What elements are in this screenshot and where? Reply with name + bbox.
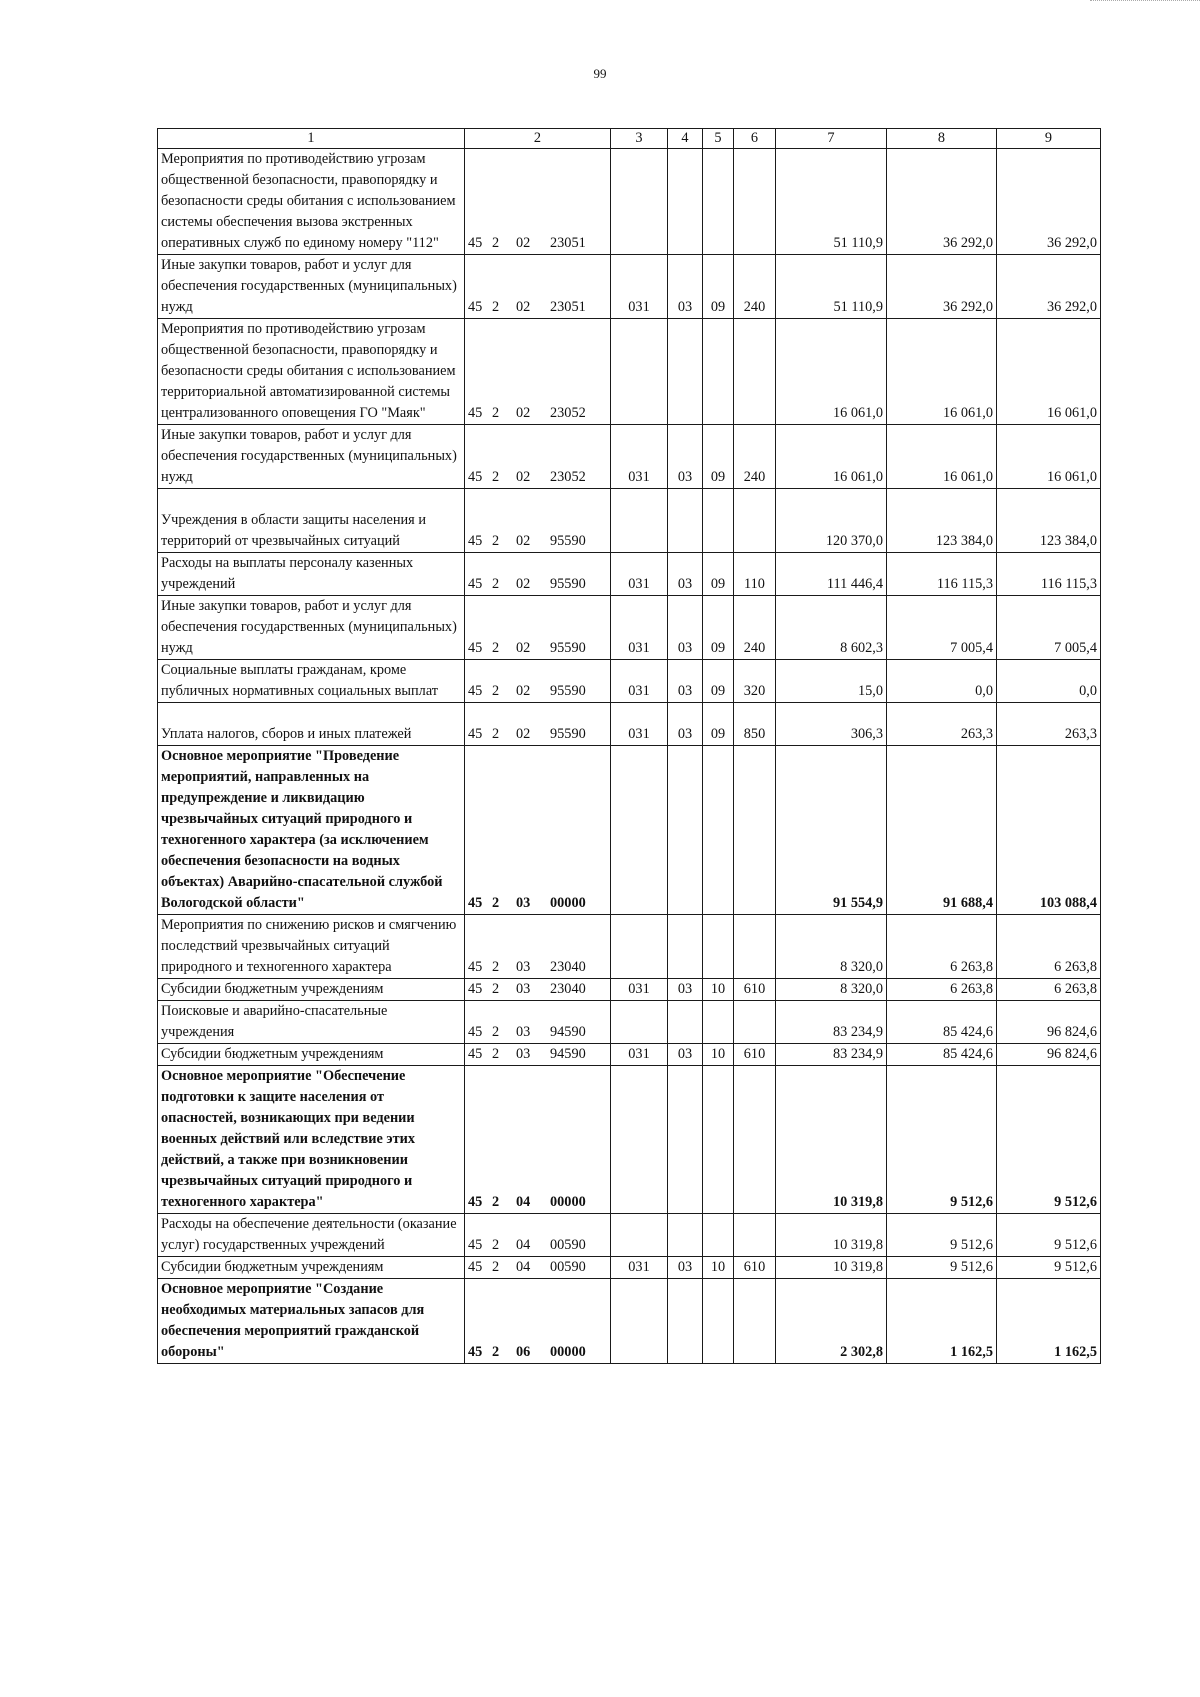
header-cell: 8 xyxy=(887,129,997,149)
code-part-c4: 00000 xyxy=(550,1194,586,1210)
row-code xyxy=(465,1001,611,1044)
code-part-c2: 2 xyxy=(492,299,500,315)
row-name: Мероприятия по противодействию угрозам общественной безопасности, правопорядку и безопасности среды обитания с использованием системы обеспечения вызова экстренных оперативных служб по единому номеру "112" xyxy=(158,149,465,255)
code-part-c4: 00000 xyxy=(550,895,586,911)
code-part-c2: 2 xyxy=(492,981,500,997)
code-part-c4: 23051 xyxy=(550,299,586,315)
code-part-c1: 45 xyxy=(468,959,483,975)
row-col9: 16 061,0 xyxy=(997,319,1101,425)
row-col6 xyxy=(734,915,776,979)
code-part-c4: 95590 xyxy=(550,726,586,742)
code-part-c1: 45 xyxy=(468,1194,483,1210)
row-code xyxy=(465,425,611,489)
code-part-c2: 2 xyxy=(492,533,500,549)
row-col8: 91 688,4 xyxy=(887,746,997,915)
code-part-c3: 02 xyxy=(516,533,531,549)
row-col3 xyxy=(611,746,668,915)
code-part-c1: 45 xyxy=(468,1259,483,1275)
row-col5 xyxy=(703,149,734,255)
row-col5 xyxy=(703,1214,734,1257)
row-col9: 6 263,8 xyxy=(997,915,1101,979)
code-part-c4: 95590 xyxy=(550,640,586,656)
row-col8: 0,0 xyxy=(887,660,997,703)
row-name: Расходы на обеспечение деятельности (оказание услуг) государственных учреждений xyxy=(158,1214,465,1257)
code-part-c2: 2 xyxy=(492,1237,500,1253)
row-code xyxy=(465,1257,611,1279)
row-code xyxy=(465,1066,611,1214)
row-col5: 10 xyxy=(703,979,734,1001)
row-name: Иные закупки товаров, работ и услуг для обеспечения государственных (муниципальных) нужд xyxy=(158,255,465,319)
table-row xyxy=(158,979,1101,1001)
row-col4 xyxy=(668,1001,703,1044)
row-code xyxy=(465,553,611,596)
row-name: Мероприятия по снижению рисков и смягчению последствий чрезвычайных ситуаций природного и техногенного характера xyxy=(158,915,465,979)
row-col5 xyxy=(703,1001,734,1044)
row-col8: 36 292,0 xyxy=(887,149,997,255)
row-col7: 10 319,8 xyxy=(776,1257,887,1279)
row-code xyxy=(465,489,611,553)
code-part-c3: 03 xyxy=(516,981,531,997)
row-col4 xyxy=(668,149,703,255)
row-col8: 1 162,5 xyxy=(887,1279,997,1364)
row-code xyxy=(465,1279,611,1364)
row-col7: 51 110,9 xyxy=(776,255,887,319)
row-col4: 03 xyxy=(668,425,703,489)
row-col9: 9 512,6 xyxy=(997,1214,1101,1257)
code-part-c1: 45 xyxy=(468,640,483,656)
row-col7: 2 302,8 xyxy=(776,1279,887,1364)
row-col4: 03 xyxy=(668,1257,703,1279)
code-part-c1: 45 xyxy=(468,1024,483,1040)
row-col5: 10 xyxy=(703,1044,734,1066)
row-col9: 16 061,0 xyxy=(997,425,1101,489)
code-part-c1: 45 xyxy=(468,576,483,592)
row-col5: 09 xyxy=(703,425,734,489)
budget-table xyxy=(157,128,1101,1364)
row-name: Субсидии бюджетным учреждениям xyxy=(158,1257,465,1279)
code-part-c3: 02 xyxy=(516,469,531,485)
row-col4: 03 xyxy=(668,255,703,319)
row-col9: 9 512,6 xyxy=(997,1066,1101,1214)
table-row xyxy=(158,149,1101,255)
table-body xyxy=(158,149,1101,1364)
code-part-c2: 2 xyxy=(492,405,500,421)
code-part-c3: 02 xyxy=(516,683,531,699)
row-col6: 240 xyxy=(734,425,776,489)
row-code xyxy=(465,979,611,1001)
row-col7: 8 602,3 xyxy=(776,596,887,660)
code-part-c3: 02 xyxy=(516,576,531,592)
table-row xyxy=(158,489,1101,553)
row-col4 xyxy=(668,319,703,425)
table-row xyxy=(158,660,1101,703)
row-col3 xyxy=(611,915,668,979)
code-part-c4: 23051 xyxy=(550,235,586,251)
row-col6: 110 xyxy=(734,553,776,596)
table-row xyxy=(158,746,1101,915)
row-col8: 6 263,8 xyxy=(887,915,997,979)
code-part-c3: 02 xyxy=(516,299,531,315)
code-part-c4: 95590 xyxy=(550,683,586,699)
code-part-c3: 04 xyxy=(516,1259,531,1275)
row-name: Основное мероприятие "Создание необходимых материальных запасов для обеспечения мероприятий гражданской обороны" xyxy=(158,1279,465,1364)
code-part-c4: 00000 xyxy=(550,1344,586,1360)
row-col9: 0,0 xyxy=(997,660,1101,703)
row-col3: 031 xyxy=(611,596,668,660)
row-col6 xyxy=(734,489,776,553)
code-part-c1: 45 xyxy=(468,726,483,742)
row-code xyxy=(465,915,611,979)
code-part-c2: 2 xyxy=(492,683,500,699)
row-col6 xyxy=(734,1001,776,1044)
row-col9: 36 292,0 xyxy=(997,149,1101,255)
row-code xyxy=(465,1044,611,1066)
row-name: Иные закупки товаров, работ и услуг для обеспечения государственных (муниципальных) нужд xyxy=(158,596,465,660)
row-col3: 031 xyxy=(611,979,668,1001)
code-part-c3: 06 xyxy=(516,1344,531,1360)
row-col8: 7 005,4 xyxy=(887,596,997,660)
row-col6 xyxy=(734,1279,776,1364)
code-part-c4: 95590 xyxy=(550,533,586,549)
row-col5: 09 xyxy=(703,553,734,596)
row-col3 xyxy=(611,319,668,425)
row-code xyxy=(465,319,611,425)
code-part-c3: 03 xyxy=(516,1046,531,1062)
page-number: 99 xyxy=(593,66,607,81)
row-col3: 031 xyxy=(611,1257,668,1279)
code-part-c2: 2 xyxy=(492,640,500,656)
row-col9: 36 292,0 xyxy=(997,255,1101,319)
row-col8: 263,3 xyxy=(887,703,997,746)
row-col5: 09 xyxy=(703,255,734,319)
row-name: Социальные выплаты гражданам, кроме публичных нормативных социальных выплат xyxy=(158,660,465,703)
code-part-c4: 23052 xyxy=(550,405,586,421)
code-part-c3: 02 xyxy=(516,405,531,421)
code-part-c1: 45 xyxy=(468,981,483,997)
row-col9: 116 115,3 xyxy=(997,553,1101,596)
table-row xyxy=(158,319,1101,425)
code-part-c2: 2 xyxy=(492,1344,500,1360)
row-col7: 120 370,0 xyxy=(776,489,887,553)
code-part-c4: 23040 xyxy=(550,959,586,975)
row-col8: 85 424,6 xyxy=(887,1001,997,1044)
row-col7: 10 319,8 xyxy=(776,1066,887,1214)
row-col7: 16 061,0 xyxy=(776,319,887,425)
code-part-c3: 04 xyxy=(516,1237,531,1253)
row-col4: 03 xyxy=(668,979,703,1001)
row-col3: 031 xyxy=(611,425,668,489)
row-col3 xyxy=(611,489,668,553)
row-col7: 83 234,9 xyxy=(776,1044,887,1066)
table-row xyxy=(158,255,1101,319)
row-col3 xyxy=(611,1279,668,1364)
row-col4: 03 xyxy=(668,660,703,703)
code-part-c2: 2 xyxy=(492,1259,500,1275)
row-name: Субсидии бюджетным учреждениям xyxy=(158,979,465,1001)
row-col5 xyxy=(703,1066,734,1214)
row-col3: 031 xyxy=(611,255,668,319)
row-col4 xyxy=(668,1279,703,1364)
code-part-c2: 2 xyxy=(492,726,500,742)
row-col6: 610 xyxy=(734,1044,776,1066)
row-col5: 09 xyxy=(703,660,734,703)
code-part-c4: 94590 xyxy=(550,1046,586,1062)
row-col9: 96 824,6 xyxy=(997,1044,1101,1066)
row-col7: 91 554,9 xyxy=(776,746,887,915)
table-row xyxy=(158,425,1101,489)
code-part-c3: 03 xyxy=(516,1024,531,1040)
row-col8: 6 263,8 xyxy=(887,979,997,1001)
table-row xyxy=(158,1001,1101,1044)
code-part-c1: 45 xyxy=(468,235,483,251)
code-part-c3: 02 xyxy=(516,640,531,656)
row-name: Мероприятия по противодействию угрозам общественной безопасности, правопорядку и безопасности среды обитания с использованием территориальной автоматизированной системы централизованного оповещения ГО "Маяк" xyxy=(158,319,465,425)
row-col7: 306,3 xyxy=(776,703,887,746)
row-col9: 123 384,0 xyxy=(997,489,1101,553)
row-col4 xyxy=(668,1066,703,1214)
row-code xyxy=(465,596,611,660)
row-col6 xyxy=(734,746,776,915)
row-col3: 031 xyxy=(611,553,668,596)
code-part-c1: 45 xyxy=(468,683,483,699)
code-part-c1: 45 xyxy=(468,533,483,549)
code-part-c2: 2 xyxy=(492,576,500,592)
code-part-c3: 03 xyxy=(516,895,531,911)
row-col6: 240 xyxy=(734,255,776,319)
row-col4 xyxy=(668,489,703,553)
code-part-c4: 23052 xyxy=(550,469,586,485)
row-col5 xyxy=(703,746,734,915)
code-part-c4: 23040 xyxy=(550,981,586,997)
row-col9: 96 824,6 xyxy=(997,1001,1101,1044)
row-col4: 03 xyxy=(668,1044,703,1066)
table-row xyxy=(158,553,1101,596)
row-col3: 031 xyxy=(611,1044,668,1066)
header-cell: 6 xyxy=(734,129,776,149)
row-col7: 83 234,9 xyxy=(776,1001,887,1044)
table-row xyxy=(158,1066,1101,1214)
table-row xyxy=(158,1214,1101,1257)
table-row xyxy=(158,1044,1101,1066)
code-part-c1: 45 xyxy=(468,405,483,421)
row-col3 xyxy=(611,1214,668,1257)
row-name: Основное мероприятие "Проведение мероприятий, направленных на предупреждение и ликвидацию чрезвычайных ситуаций природного и техногенного характера (за исключением обеспечения безопасности на водных объектах) Аварийно-спасательной службой Вологодской области" xyxy=(158,746,465,915)
code-part-c2: 2 xyxy=(492,1194,500,1210)
row-code xyxy=(465,255,611,319)
row-name: Уплата налогов, сборов и иных платежей xyxy=(158,703,465,746)
row-col6 xyxy=(734,149,776,255)
code-part-c1: 45 xyxy=(468,1344,483,1360)
header-cell: 3 xyxy=(611,129,668,149)
row-col7: 8 320,0 xyxy=(776,979,887,1001)
code-part-c2: 2 xyxy=(492,895,500,911)
row-col6: 610 xyxy=(734,1257,776,1279)
table-row xyxy=(158,915,1101,979)
table-row xyxy=(158,703,1101,746)
code-part-c1: 45 xyxy=(468,1046,483,1062)
code-part-c3: 03 xyxy=(516,959,531,975)
row-col7: 15,0 xyxy=(776,660,887,703)
row-col9: 6 263,8 xyxy=(997,979,1101,1001)
row-col9: 103 088,4 xyxy=(997,746,1101,915)
row-col8: 9 512,6 xyxy=(887,1257,997,1279)
row-code xyxy=(465,703,611,746)
scan-edge-mark xyxy=(1090,0,1200,4)
row-code xyxy=(465,746,611,915)
row-col4 xyxy=(668,1214,703,1257)
row-col8: 9 512,6 xyxy=(887,1066,997,1214)
row-col7: 111 446,4 xyxy=(776,553,887,596)
row-code xyxy=(465,660,611,703)
header-cell: 2 xyxy=(465,129,611,149)
code-part-c2: 2 xyxy=(492,469,500,485)
row-col6 xyxy=(734,1066,776,1214)
row-col9: 7 005,4 xyxy=(997,596,1101,660)
table-row xyxy=(158,1257,1101,1279)
code-part-c2: 2 xyxy=(492,1024,500,1040)
row-col8: 85 424,6 xyxy=(887,1044,997,1066)
row-col6: 320 xyxy=(734,660,776,703)
row-col4: 03 xyxy=(668,703,703,746)
code-part-c3: 02 xyxy=(516,235,531,251)
row-code xyxy=(465,149,611,255)
row-col6 xyxy=(734,319,776,425)
row-col8: 36 292,0 xyxy=(887,255,997,319)
row-col7: 10 319,8 xyxy=(776,1214,887,1257)
row-col5: 09 xyxy=(703,703,734,746)
table-row xyxy=(158,1279,1101,1364)
row-col8: 16 061,0 xyxy=(887,425,997,489)
row-col5 xyxy=(703,1279,734,1364)
row-col4 xyxy=(668,746,703,915)
row-name: Иные закупки товаров, работ и услуг для обеспечения государственных (муниципальных) нужд xyxy=(158,425,465,489)
code-part-c2: 2 xyxy=(492,1046,500,1062)
row-col5 xyxy=(703,319,734,425)
code-part-c3: 04 xyxy=(516,1194,531,1210)
row-col8: 9 512,6 xyxy=(887,1214,997,1257)
row-col4: 03 xyxy=(668,596,703,660)
table-row xyxy=(158,596,1101,660)
row-col7: 16 061,0 xyxy=(776,425,887,489)
row-col9: 1 162,5 xyxy=(997,1279,1101,1364)
row-col6: 240 xyxy=(734,596,776,660)
row-col9: 9 512,6 xyxy=(997,1257,1101,1279)
row-col9: 263,3 xyxy=(997,703,1101,746)
row-col5: 10 xyxy=(703,1257,734,1279)
row-col3: 031 xyxy=(611,703,668,746)
header-cell: 1 xyxy=(158,129,465,149)
code-part-c2: 2 xyxy=(492,959,500,975)
code-part-c1: 45 xyxy=(468,299,483,315)
row-name: Основное мероприятие "Обеспечение подготовки к защите населения от опасностей, возникающих при ведении военных действий или вследствие этих действий, а также при возникновении чрезвычайных ситуаций природного и техногенного характера" xyxy=(158,1066,465,1214)
row-col3 xyxy=(611,149,668,255)
row-col3 xyxy=(611,1066,668,1214)
code-part-c1: 45 xyxy=(468,1237,483,1253)
code-part-c4: 00590 xyxy=(550,1237,586,1253)
header-cell: 9 xyxy=(997,129,1101,149)
code-part-c3: 02 xyxy=(516,726,531,742)
row-col5 xyxy=(703,489,734,553)
row-col5: 09 xyxy=(703,596,734,660)
code-part-c4: 95590 xyxy=(550,576,586,592)
row-col5 xyxy=(703,915,734,979)
row-col6: 610 xyxy=(734,979,776,1001)
row-col4 xyxy=(668,915,703,979)
row-name: Субсидии бюджетным учреждениям xyxy=(158,1044,465,1066)
row-col3: 031 xyxy=(611,660,668,703)
code-part-c4: 00590 xyxy=(550,1259,586,1275)
code-part-c4: 94590 xyxy=(550,1024,586,1040)
row-code xyxy=(465,1214,611,1257)
row-col8: 16 061,0 xyxy=(887,319,997,425)
header-cell: 4 xyxy=(668,129,703,149)
header-cell: 7 xyxy=(776,129,887,149)
row-col6: 850 xyxy=(734,703,776,746)
row-col7: 8 320,0 xyxy=(776,915,887,979)
row-col8: 116 115,3 xyxy=(887,553,997,596)
header-row xyxy=(158,129,1101,149)
row-col3 xyxy=(611,1001,668,1044)
header-cell: 5 xyxy=(703,129,734,149)
code-part-c2: 2 xyxy=(492,235,500,251)
row-col7: 51 110,9 xyxy=(776,149,887,255)
row-name: Учреждения в области защиты населения и территорий от чрезвычайных ситуаций xyxy=(158,489,465,553)
row-col6 xyxy=(734,1214,776,1257)
row-col8: 123 384,0 xyxy=(887,489,997,553)
code-part-c1: 45 xyxy=(468,469,483,485)
row-name: Поисковые и аварийно-спасательные учреждения xyxy=(158,1001,465,1044)
row-name: Расходы на выплаты персоналу казенных учреждений xyxy=(158,553,465,596)
row-col4: 03 xyxy=(668,553,703,596)
code-part-c1: 45 xyxy=(468,895,483,911)
